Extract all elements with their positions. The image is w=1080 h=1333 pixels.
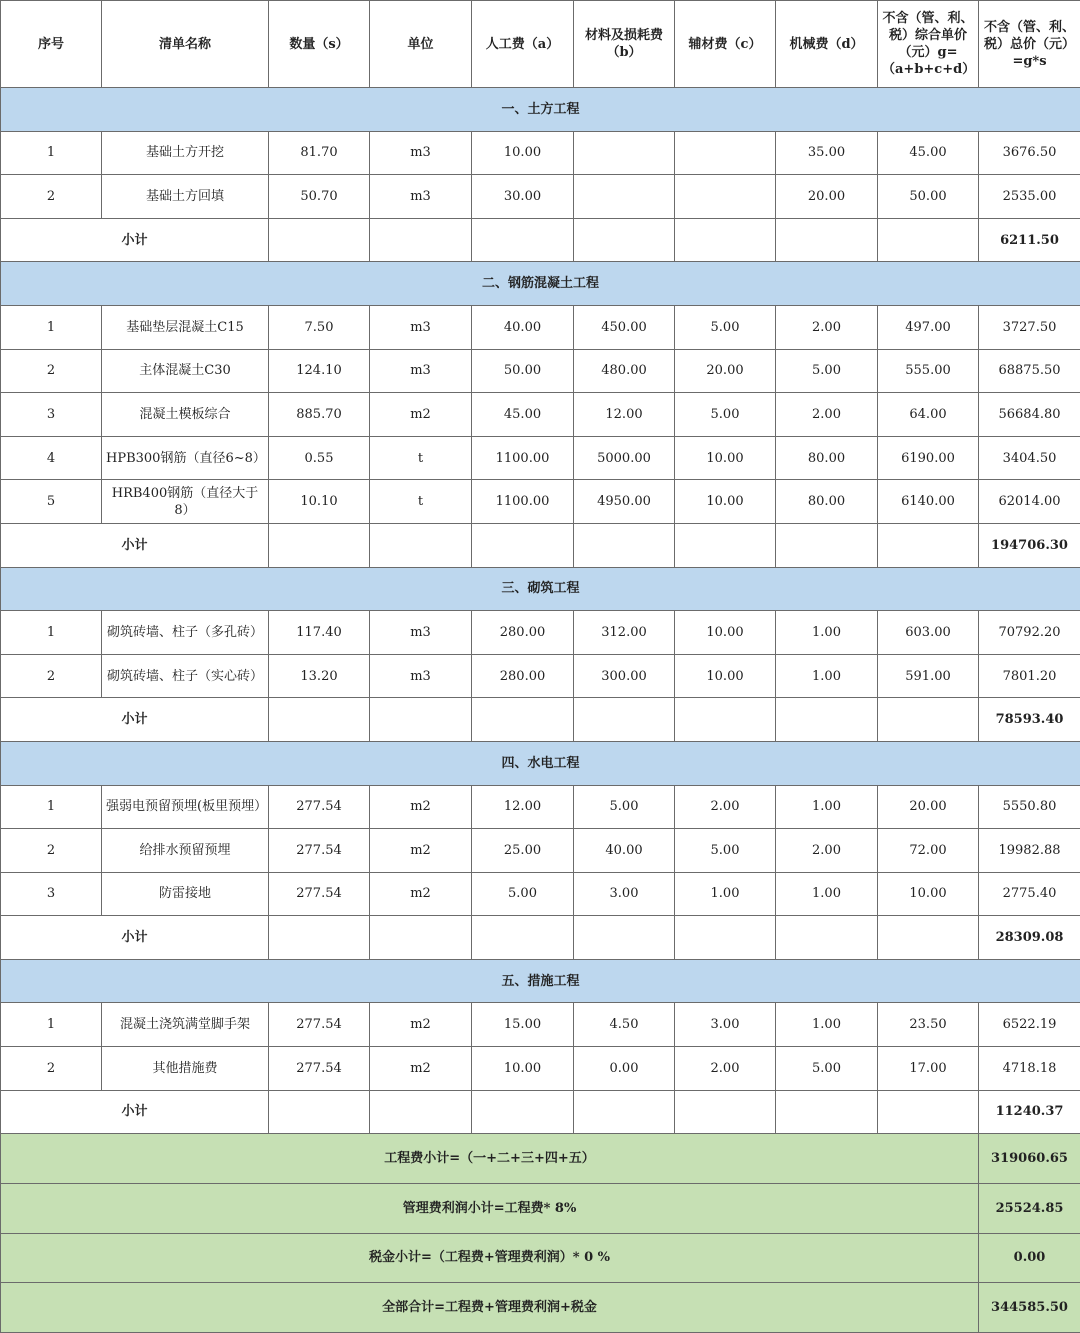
summary-label[interactable]: 工程费小计=（一+二+三+四+五） xyxy=(1,1134,979,1184)
empty-cell[interactable] xyxy=(574,698,675,742)
summary-label[interactable]: 全部合计=工程费+管理费利润+税金 xyxy=(1,1283,979,1333)
table-row xyxy=(1,1047,1080,1091)
empty-cell[interactable] xyxy=(269,1090,370,1134)
table-cell[interactable]: 40.00 xyxy=(574,829,675,873)
subtotal-value[interactable]: 78593.40 xyxy=(979,698,1080,742)
summary-value[interactable]: 344585.50 xyxy=(979,1283,1080,1333)
table-cell[interactable]: 砌筑砖墙、柱子（实心砖） xyxy=(102,654,269,698)
table-cell[interactable]: 基础土方开挖 xyxy=(102,131,269,175)
section-title[interactable]: 三、砌筑工程 xyxy=(1,567,1080,611)
table-cell[interactable]: 13.20 xyxy=(269,654,370,698)
empty-cell[interactable] xyxy=(269,218,370,262)
table-cell[interactable]: 5 xyxy=(1,480,102,524)
table-cell[interactable]: 50.00 xyxy=(472,349,574,393)
subtotal-label[interactable]: 小计 xyxy=(1,1090,269,1134)
table-cell[interactable]: m3 xyxy=(370,654,472,698)
table-cell[interactable]: 603.00 xyxy=(878,611,979,655)
header-cell[interactable]: 辅材费（c） xyxy=(675,1,776,88)
empty-cell[interactable] xyxy=(472,218,574,262)
table-cell[interactable]: 强弱电预留预埋(板里预埋） xyxy=(102,785,269,829)
table-cell[interactable]: 497.00 xyxy=(878,305,979,349)
table-cell[interactable]: m2 xyxy=(370,1003,472,1047)
table-cell[interactable]: 300.00 xyxy=(574,654,675,698)
table-cell[interactable]: 其他措施费 xyxy=(102,1047,269,1091)
table-cell[interactable]: 1 xyxy=(1,131,102,175)
empty-cell[interactable] xyxy=(370,698,472,742)
table-cell[interactable]: 0.00 xyxy=(574,1047,675,1091)
header-cell[interactable]: 单位 xyxy=(370,1,472,88)
section-row xyxy=(1,959,1080,1003)
table-cell[interactable]: 885.70 xyxy=(269,393,370,437)
subtotal-value[interactable]: 28309.08 xyxy=(979,916,1080,960)
table-cell[interactable]: 10.00 xyxy=(675,480,776,524)
table-cell[interactable]: 砌筑砖墙、柱子（多孔砖） xyxy=(102,611,269,655)
empty-cell[interactable] xyxy=(370,218,472,262)
table-cell[interactable]: 3676.50 xyxy=(979,131,1080,175)
table-cell[interactable]: 4.50 xyxy=(574,1003,675,1047)
table-cell[interactable]: 277.54 xyxy=(269,872,370,916)
empty-cell[interactable] xyxy=(269,698,370,742)
header-cell[interactable]: 不含（管、利、税）总价（元）=g*s xyxy=(979,1,1080,88)
table-cell[interactable]: 3404.50 xyxy=(979,436,1080,480)
empty-cell[interactable] xyxy=(574,1090,675,1134)
table-row xyxy=(1,305,1080,349)
table-cell[interactable]: 2.00 xyxy=(776,305,878,349)
table-cell[interactable]: 50.00 xyxy=(878,175,979,219)
table-cell[interactable]: 5000.00 xyxy=(574,436,675,480)
table-cell[interactable]: 2 xyxy=(1,829,102,873)
subtotal-row xyxy=(1,1090,1080,1134)
empty-cell[interactable] xyxy=(776,1090,878,1134)
table-cell[interactable]: 7801.20 xyxy=(979,654,1080,698)
table-cell[interactable]: 1.00 xyxy=(776,611,878,655)
table-cell[interactable]: HRB400钢筋（直径大于8） xyxy=(102,480,269,524)
table-cell[interactable]: 19982.88 xyxy=(979,829,1080,873)
header-cell[interactable]: 机械费（d） xyxy=(776,1,878,88)
subtotal-value[interactable]: 11240.37 xyxy=(979,1090,1080,1134)
summary-row xyxy=(1,1183,1080,1233)
table-cell[interactable]: 56684.80 xyxy=(979,393,1080,437)
empty-cell[interactable] xyxy=(370,523,472,567)
table-cell[interactable]: 6522.19 xyxy=(979,1003,1080,1047)
table-cell[interactable]: 4950.00 xyxy=(574,480,675,524)
empty-cell[interactable] xyxy=(675,916,776,960)
table-cell[interactable] xyxy=(574,175,675,219)
table-cell[interactable]: 2535.00 xyxy=(979,175,1080,219)
table-cell[interactable]: 2 xyxy=(1,654,102,698)
table-row xyxy=(1,829,1080,873)
table-cell[interactable]: 80.00 xyxy=(776,480,878,524)
table-cell[interactable]: 3 xyxy=(1,393,102,437)
empty-cell[interactable] xyxy=(878,523,979,567)
table-cell[interactable]: 1100.00 xyxy=(472,480,574,524)
table-cell[interactable]: 17.00 xyxy=(878,1047,979,1091)
empty-cell[interactable] xyxy=(370,1090,472,1134)
table-cell[interactable]: 68875.50 xyxy=(979,349,1080,393)
table-cell[interactable]: 35.00 xyxy=(776,131,878,175)
table-cell[interactable]: 3 xyxy=(1,872,102,916)
summary-value[interactable]: 319060.65 xyxy=(979,1134,1080,1184)
summary-value[interactable]: 25524.85 xyxy=(979,1183,1080,1233)
table-cell[interactable]: 4 xyxy=(1,436,102,480)
subtotal-row xyxy=(1,218,1080,262)
table-cell[interactable]: HPB300钢筋（直径6~8） xyxy=(102,436,269,480)
section-title[interactable]: 二、钢筋混凝土工程 xyxy=(1,262,1080,306)
empty-cell[interactable] xyxy=(776,698,878,742)
table-cell[interactable]: 混凝土浇筑满堂脚手架 xyxy=(102,1003,269,1047)
table-cell[interactable]: 3.00 xyxy=(675,1003,776,1047)
subtotal-value[interactable]: 194706.30 xyxy=(979,523,1080,567)
subtotal-label[interactable]: 小计 xyxy=(1,698,269,742)
subtotal-label[interactable]: 小计 xyxy=(1,218,269,262)
subtotal-value[interactable]: 6211.50 xyxy=(979,218,1080,262)
subtotal-label[interactable]: 小计 xyxy=(1,916,269,960)
table-cell[interactable]: 10.00 xyxy=(472,1047,574,1091)
table-cell[interactable]: 25.00 xyxy=(472,829,574,873)
table-cell[interactable]: 1.00 xyxy=(675,872,776,916)
table-cell[interactable]: 5.00 xyxy=(675,393,776,437)
table-cell[interactable]: 23.50 xyxy=(878,1003,979,1047)
table-cell[interactable]: 81.70 xyxy=(269,131,370,175)
table-cell[interactable]: m2 xyxy=(370,785,472,829)
table-cell[interactable]: 基础土方回填 xyxy=(102,175,269,219)
table-cell[interactable]: m3 xyxy=(370,611,472,655)
table-cell[interactable]: 62014.00 xyxy=(979,480,1080,524)
subtotal-row xyxy=(1,916,1080,960)
table-cell[interactable]: 3727.50 xyxy=(979,305,1080,349)
empty-cell[interactable] xyxy=(472,698,574,742)
empty-cell[interactable] xyxy=(675,698,776,742)
table-cell[interactable]: 277.54 xyxy=(269,785,370,829)
section-row xyxy=(1,262,1080,306)
table-cell[interactable] xyxy=(675,131,776,175)
table-cell[interactable]: 基础垫层混凝土C15 xyxy=(102,305,269,349)
table-cell[interactable]: m3 xyxy=(370,175,472,219)
subtotal-label[interactable]: 小计 xyxy=(1,523,269,567)
table-row xyxy=(1,785,1080,829)
table-cell[interactable]: m3 xyxy=(370,349,472,393)
table-cell[interactable]: 2.00 xyxy=(776,829,878,873)
header-cell[interactable]: 清单名称 xyxy=(102,1,269,88)
table-cell[interactable]: 2.00 xyxy=(776,393,878,437)
empty-cell[interactable] xyxy=(675,1090,776,1134)
header-cell[interactable]: 不含（管、利、税）综合单价（元）g=（a+b+c+d） xyxy=(878,1,979,88)
table-cell[interactable]: 7.50 xyxy=(269,305,370,349)
table-cell[interactable] xyxy=(574,131,675,175)
table-cell[interactable]: 277.54 xyxy=(269,1003,370,1047)
table-cell[interactable]: 50.70 xyxy=(269,175,370,219)
table-cell[interactable]: 117.40 xyxy=(269,611,370,655)
table-cell[interactable]: 2.00 xyxy=(675,1047,776,1091)
empty-cell[interactable] xyxy=(675,218,776,262)
table-cell[interactable]: t xyxy=(370,436,472,480)
table-cell[interactable]: m2 xyxy=(370,393,472,437)
table-cell[interactable]: 防雷接地 xyxy=(102,872,269,916)
table-cell[interactable]: 5.00 xyxy=(776,1047,878,1091)
table-cell[interactable]: 10.00 xyxy=(878,872,979,916)
table-cell[interactable]: t xyxy=(370,480,472,524)
empty-cell[interactable] xyxy=(472,916,574,960)
table-cell[interactable]: 1 xyxy=(1,305,102,349)
table-cell[interactable]: 5.00 xyxy=(472,872,574,916)
summary-row xyxy=(1,1233,1080,1283)
header-cell[interactable]: 数量（s） xyxy=(269,1,370,88)
table-cell[interactable]: 10.00 xyxy=(675,654,776,698)
table-cell[interactable]: 2.00 xyxy=(675,785,776,829)
table-cell[interactable]: 2 xyxy=(1,1047,102,1091)
table-row xyxy=(1,611,1080,655)
table-cell[interactable]: 1.00 xyxy=(776,654,878,698)
table-cell[interactable]: 277.54 xyxy=(269,1047,370,1091)
empty-cell[interactable] xyxy=(776,916,878,960)
section-title[interactable]: 五、措施工程 xyxy=(1,959,1080,1003)
subtotal-row xyxy=(1,523,1080,567)
table-cell[interactable]: 10.00 xyxy=(675,611,776,655)
table-cell[interactable]: 2775.40 xyxy=(979,872,1080,916)
table-cell[interactable]: 124.10 xyxy=(269,349,370,393)
table-cell[interactable]: 591.00 xyxy=(878,654,979,698)
table-cell[interactable]: 1.00 xyxy=(776,1003,878,1047)
table-cell[interactable]: m3 xyxy=(370,131,472,175)
table-cell[interactable]: 5.00 xyxy=(574,785,675,829)
table-cell[interactable]: 5.00 xyxy=(675,305,776,349)
header-cell[interactable]: 人工费（a） xyxy=(472,1,574,88)
header-row xyxy=(1,1,1080,88)
empty-cell[interactable] xyxy=(675,523,776,567)
table-cell[interactable]: 5.00 xyxy=(675,829,776,873)
table-cell[interactable]: 70792.20 xyxy=(979,611,1080,655)
summary-value[interactable]: 0.00 xyxy=(979,1233,1080,1283)
summary-row xyxy=(1,1283,1080,1333)
table-cell[interactable]: m2 xyxy=(370,1047,472,1091)
table-cell[interactable]: 2 xyxy=(1,349,102,393)
header-cell[interactable]: 序号 xyxy=(1,1,102,88)
table-cell[interactable]: 6140.00 xyxy=(878,480,979,524)
table-cell[interactable]: 480.00 xyxy=(574,349,675,393)
table-cell[interactable]: 280.00 xyxy=(472,611,574,655)
table-cell[interactable]: 1.00 xyxy=(776,872,878,916)
empty-cell[interactable] xyxy=(269,523,370,567)
empty-cell[interactable] xyxy=(472,1090,574,1134)
empty-cell[interactable] xyxy=(776,218,878,262)
table-cell[interactable]: 20.00 xyxy=(675,349,776,393)
table-cell[interactable]: 40.00 xyxy=(472,305,574,349)
table-cell[interactable]: 280.00 xyxy=(472,654,574,698)
table-cell[interactable]: 1 xyxy=(1,785,102,829)
table-cell[interactable]: 45.00 xyxy=(472,393,574,437)
empty-cell[interactable] xyxy=(574,523,675,567)
table-cell[interactable]: 450.00 xyxy=(574,305,675,349)
table-cell[interactable]: 1 xyxy=(1,611,102,655)
table-cell[interactable]: 4718.18 xyxy=(979,1047,1080,1091)
table-row xyxy=(1,872,1080,916)
table-cell[interactable]: 0.55 xyxy=(269,436,370,480)
table-cell[interactable]: 10.00 xyxy=(472,131,574,175)
section-row xyxy=(1,567,1080,611)
section-row xyxy=(1,741,1080,785)
table-cell[interactable]: 15.00 xyxy=(472,1003,574,1047)
table-cell[interactable]: 混凝土模板综合 xyxy=(102,393,269,437)
table-row xyxy=(1,1003,1080,1047)
summary-row xyxy=(1,1134,1080,1184)
empty-cell[interactable] xyxy=(878,218,979,262)
table-cell[interactable]: 12.00 xyxy=(472,785,574,829)
table-cell[interactable]: 5550.80 xyxy=(979,785,1080,829)
table-cell[interactable]: 3.00 xyxy=(574,872,675,916)
table-cell[interactable]: 2 xyxy=(1,175,102,219)
table-cell[interactable]: 1.00 xyxy=(776,785,878,829)
table-cell[interactable]: 312.00 xyxy=(574,611,675,655)
table-row xyxy=(1,480,1080,524)
table-cell[interactable]: 主体混凝土C30 xyxy=(102,349,269,393)
table-cell[interactable]: 12.00 xyxy=(574,393,675,437)
summary-label[interactable]: 管理费利润小计=工程费* 8% xyxy=(1,1183,979,1233)
table-cell[interactable]: 64.00 xyxy=(878,393,979,437)
empty-cell[interactable] xyxy=(574,916,675,960)
table-cell[interactable]: 45.00 xyxy=(878,131,979,175)
table-cell[interactable]: m2 xyxy=(370,872,472,916)
table-cell[interactable]: 1100.00 xyxy=(472,436,574,480)
table-row xyxy=(1,436,1080,480)
empty-cell[interactable] xyxy=(574,218,675,262)
table-cell[interactable]: 80.00 xyxy=(776,436,878,480)
table-cell[interactable]: 555.00 xyxy=(878,349,979,393)
subtotal-row xyxy=(1,698,1080,742)
table-cell[interactable]: 5.00 xyxy=(776,349,878,393)
table-row xyxy=(1,349,1080,393)
table-cell[interactable]: 277.54 xyxy=(269,829,370,873)
empty-cell[interactable] xyxy=(776,523,878,567)
empty-cell[interactable] xyxy=(472,523,574,567)
table-cell[interactable]: 20.00 xyxy=(878,785,979,829)
table-row xyxy=(1,175,1080,219)
summary-label[interactable]: 税金小计=（工程费+管理费利润）* 0 % xyxy=(1,1233,979,1283)
section-title[interactable]: 四、水电工程 xyxy=(1,741,1080,785)
table-row xyxy=(1,131,1080,175)
table-row xyxy=(1,393,1080,437)
table-cell[interactable]: m2 xyxy=(370,829,472,873)
section-row xyxy=(1,88,1080,132)
table-cell[interactable]: 给排水预留预埋 xyxy=(102,829,269,873)
empty-cell[interactable] xyxy=(878,698,979,742)
empty-cell[interactable] xyxy=(878,916,979,960)
table-cell[interactable] xyxy=(675,175,776,219)
empty-cell[interactable] xyxy=(878,1090,979,1134)
header-cell[interactable]: 材料及损耗费（b） xyxy=(574,1,675,88)
table-cell[interactable]: 20.00 xyxy=(776,175,878,219)
table-cell[interactable]: 6190.00 xyxy=(878,436,979,480)
empty-cell[interactable] xyxy=(370,916,472,960)
table-cell[interactable]: 1 xyxy=(1,1003,102,1047)
table-row xyxy=(1,654,1080,698)
table-cell[interactable]: 10.00 xyxy=(675,436,776,480)
table-cell[interactable]: m3 xyxy=(370,305,472,349)
empty-cell[interactable] xyxy=(269,916,370,960)
section-title[interactable]: 一、土方工程 xyxy=(1,88,1080,132)
table-cell[interactable]: 30.00 xyxy=(472,175,574,219)
table-cell[interactable]: 10.10 xyxy=(269,480,370,524)
table-cell[interactable]: 72.00 xyxy=(878,829,979,873)
